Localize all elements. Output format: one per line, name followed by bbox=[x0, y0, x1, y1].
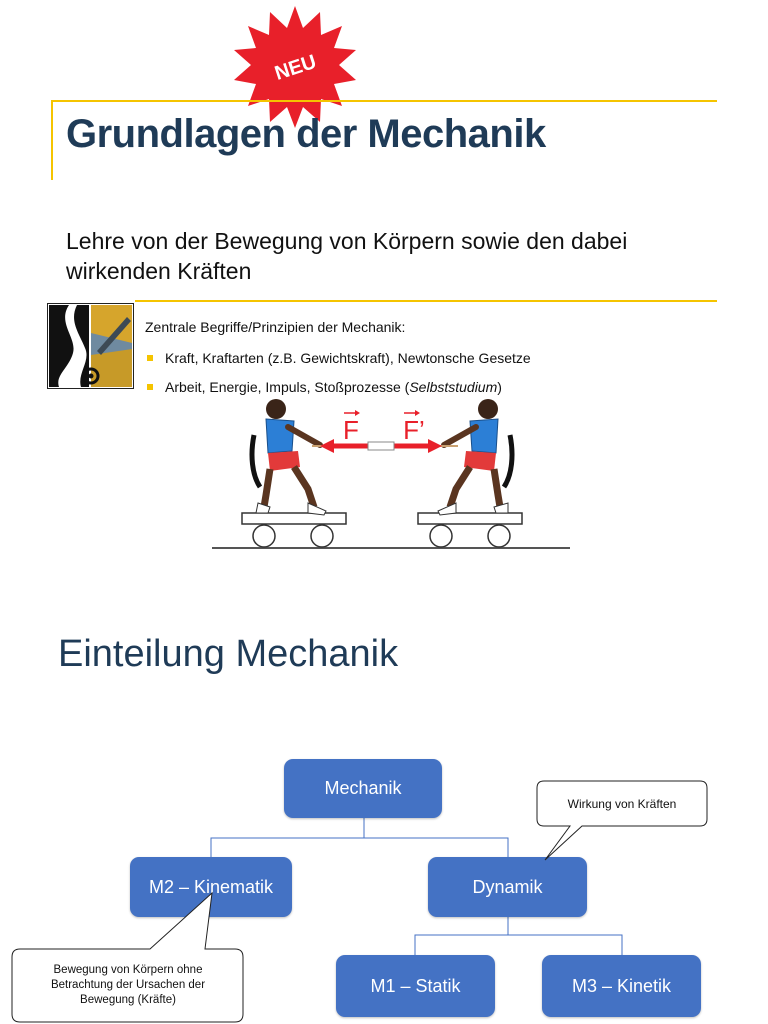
badge-label: NEU bbox=[272, 50, 320, 85]
node-label: Mechanik bbox=[324, 778, 402, 798]
section-title: Einteilung Mechanik bbox=[58, 633, 399, 675]
callout-dynamik-shape bbox=[537, 781, 707, 860]
force-label-right: F’ bbox=[403, 415, 425, 445]
bullet-text-end: ) bbox=[497, 379, 502, 395]
bullet-italic-text: Selbststudium bbox=[409, 379, 498, 395]
force-label-left: F bbox=[343, 415, 359, 445]
node-label: Dynamik bbox=[472, 876, 543, 897]
concepts-heading: Zentrale Begriffe/Prinzipien der Mechanik: bbox=[145, 319, 406, 335]
node-label: M2 – Kinematik bbox=[148, 876, 274, 897]
page-title: Grundlagen der Mechanik bbox=[66, 112, 546, 156]
bullet-text: Kraft, Kraftarten (z.B. Gewichtskraft), Newtonsche Gesetze bbox=[165, 350, 531, 366]
subtitle: Lehre von der Bewegung von Körpern sowie den dabei wirkenden Kräften bbox=[66, 228, 628, 284]
node-label: M3 – Kinetik bbox=[571, 975, 672, 996]
node-label: M1 – Statik bbox=[370, 975, 461, 996]
callout-dynamik-text: Wirkung von Kräften bbox=[567, 797, 677, 811]
bullet-text: Arbeit, Energie, Impuls, Stoßprozesse ( bbox=[165, 379, 410, 395]
callout-kinematik-text: Bewegung von Körpern ohne Betrachtung der Ursachen der Bewegung (Kräfte) bbox=[50, 964, 206, 1006]
